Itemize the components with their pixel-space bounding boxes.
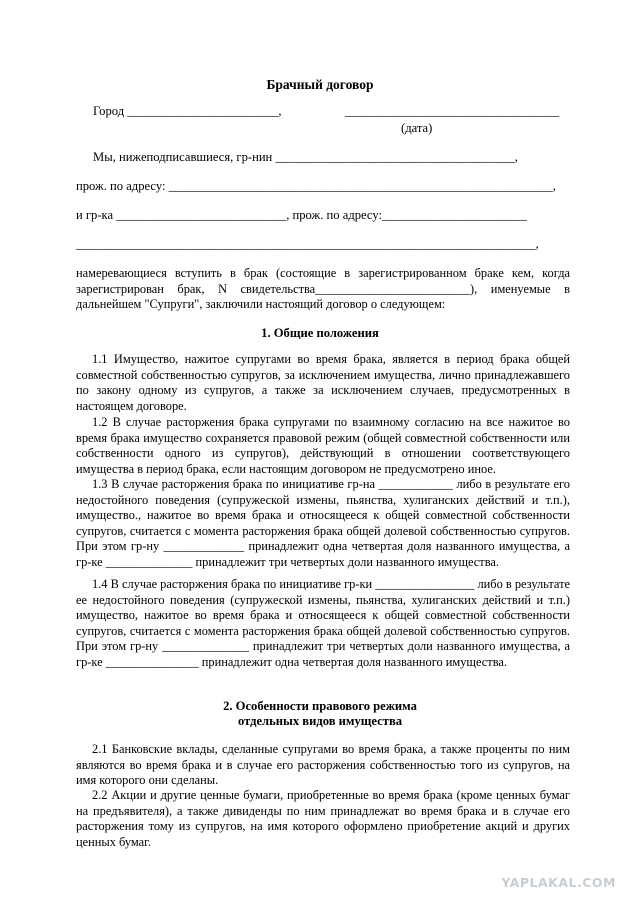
site-watermark: YAPLAKAL.COM: [501, 875, 616, 890]
signatories-line: Мы, нижеподписавшиеся, гр-нин ______________________________________,: [93, 150, 518, 164]
city-line: Город ________________________,: [93, 104, 282, 118]
paragraph-2-1: 2.1 Банковские вклады, сделанные супругами во время брака, а также проценты по ним являются во время брака и в случае его расторжения собственностью того из супругов, на имя которого они сделаны.: [76, 742, 570, 788]
paragraph-1-3: 1.3 В случае расторжения брака по инициативе гр-на ____________ либо в результате его недостойного поведения (супружеской измены, пьянства, хулиганских действий и т.п.), имущество., нажитое во время брака и относящееся к общей совместной собственности супругов, считается с момента расторжения брака общей долевой собственностью супругов. При этом гр-ну _____________ принадлежит одна четвертая доля названного имущества, а гр-ке ______________ принадлежит три четвертых доли названного имущества.: [76, 477, 570, 569]
address-line-2: _________________________________________________________________________,: [76, 237, 539, 251]
paragraph-1-4: 1.4 В случае расторжения брака по инициативе гр-ки ________________ либо в результате ее недостойного поведения (супружеской измены, пьянства, хулиганских действий и т.п.) имущество, нажитое во время брака и относящееся к общей совместной собственности супругов, считается с момента расторжения брака общей долевой собственностью супругов. При этом гр-ну ______________ принадлежит три четвертых доли названного имущества, а гр-ке _______________ принадлежит одна четвертая доля названного имущества.: [76, 577, 570, 669]
paragraph-1-2: 1.2 В случае расторжения брака супругами по взаимному согласию на все нажитое во время брака имущество сохраняется правовой режим (общей совместной собственности или собственности одного из супругов), действующий в отношении соответствующего имущества в период брака, если настоящим договором не предусмотрено иное.: [76, 415, 570, 476]
section-2-title-line-2: отдельных видов имущества: [237, 714, 403, 728]
section-2-title-line-1: 2. Особенности правового режима: [223, 699, 417, 713]
paragraph-1-1: 1.1 Имущество, нажитое супругами во время брака, является в период брака общей совместной собственностью супругов, за исключением имущества, лично принадлежавшего по закону одному из супругов, а также за исключением случаев, предусмотренных в настоящем договоре.: [76, 352, 570, 413]
date-label: (дата): [401, 121, 433, 135]
wife-line: и гр-ка ___________________________, прож. по адресу:_______________________: [76, 208, 527, 222]
section-1-title: 1. Общие положения: [261, 326, 379, 340]
intro-paragraph: намеревающиеся вступить в брак (состоящие в зарегистрированном браке кем, когда зарегистрирован брак, N свидетельства_________________________), именуемые в дальнейшем "Супруги", заключили настоящий договор о следующем:: [76, 266, 570, 312]
document-title: Брачный договор: [266, 77, 374, 92]
paragraph-2-2: 2.2 Акции и другие ценные бумаги, приобретенные во время брака (кроме ценных бумаг на предъявителя), а также дивиденды по ним принадлежат во время брака и в случае его расторжения тому из супругов, на имя которого оформлено приобретение акций и других ценных бумаг.: [76, 788, 570, 849]
address-line-1: прож. по адресу: _____________________________________________________________,: [76, 179, 556, 193]
date-line: __________________________________: [345, 104, 560, 118]
